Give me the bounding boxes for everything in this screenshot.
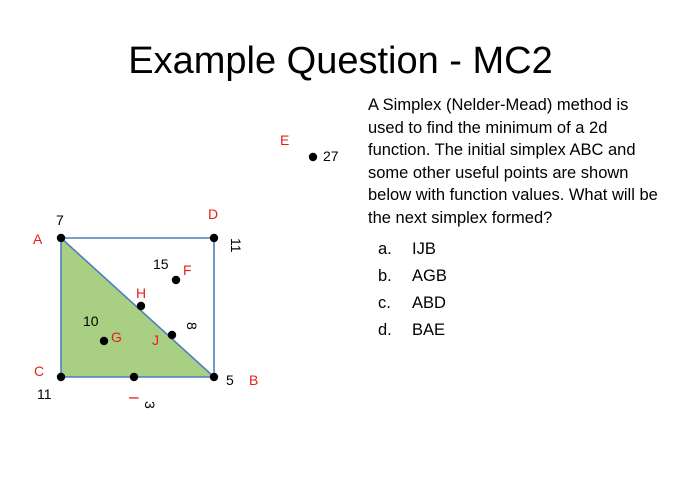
point-d-dot: [210, 234, 218, 242]
point-e-label: E: [280, 132, 290, 148]
point-h-dot: [137, 302, 145, 310]
point-a-dot: [57, 234, 65, 242]
point-j-label: J: [152, 332, 159, 348]
option-letter: b.: [378, 267, 392, 285]
point-c-value: 11: [37, 386, 52, 402]
point-e-value: 27: [323, 148, 339, 164]
option-text: AGB: [412, 267, 447, 285]
point-b-label: B: [249, 372, 259, 388]
point-i-dot: [130, 373, 138, 381]
point-g-dot: [100, 337, 108, 345]
point-i-label: I: [126, 396, 142, 400]
option-letter: a.: [378, 240, 392, 258]
point-a-value: 7: [56, 212, 64, 228]
point-c-dot: [57, 373, 65, 381]
point-f-dot: [172, 276, 180, 284]
option-letter: d.: [378, 321, 392, 339]
point-f-value: 15: [153, 256, 169, 272]
option-text: BAE: [412, 321, 446, 339]
option-letter: c.: [378, 294, 391, 312]
point-a-label: A: [33, 231, 43, 247]
point-h-label: H: [136, 285, 147, 301]
point-f-label: F: [183, 262, 192, 278]
option-text: ABD: [412, 294, 446, 312]
point-b-value: 5: [226, 372, 234, 388]
option-text: IJB: [412, 240, 436, 258]
question-text: A Simplex (Nelder-Mead) method is used to find the minimum of a 2d function. The initial simplex ABC and some other useful points are shown below with function values. What will be the next simplex formed?: [368, 96, 658, 227]
point-j-value: 8: [184, 322, 200, 330]
slide-title: Example Question - MC2: [128, 40, 553, 82]
point-i-value: 3: [142, 401, 158, 409]
point-b-dot: [210, 373, 218, 381]
point-d-label: D: [208, 206, 219, 222]
point-g-label: G: [111, 329, 122, 345]
point-g-value: 10: [83, 313, 99, 329]
point-c-label: C: [34, 363, 45, 379]
point-d-value: 11: [228, 238, 244, 253]
point-j-dot: [168, 331, 176, 339]
point-e-dot: [309, 153, 317, 161]
